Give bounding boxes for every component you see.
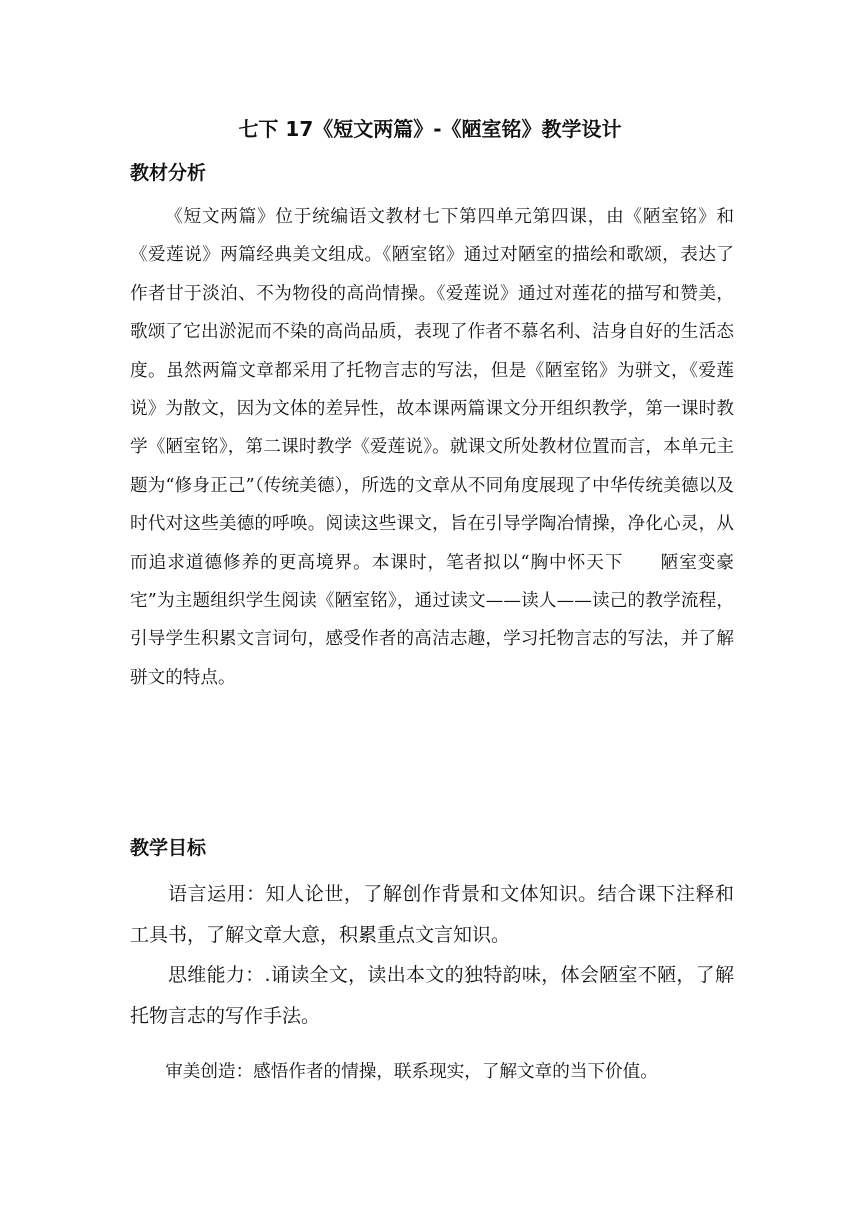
analysis-paragraph: 《短文两篇》位于统编语文教材七下第四单元第四课，由《陋室铭》和《爱莲说》两篇经典美文组成。《陋室铭》通过对陋室的描绘和歌颂，表达了作者甘于淡泊、不为物役的高尚情操。《爱莲说》通过对莲花的描写和赞美，歌颂了它出淤泥而不染的高尚品质，表现了作者不慕名利、洁身自好的生活态度。虽然两篇文章都采用了托物言志的写法，但是《陋室铭》为骈文，《爱莲说》为散文，因为文体的差异性，故本课两篇课文分开组织教学，第一课时教学《陋室铭》，第二课时教学《爱莲说》。就课文所处教材位置而言，本单元主题为“修身正己”（传统美德），所选的文章从不同角度展现了中华传统美德以及时代对这些美德的呼唤。阅读这些课文，旨在引导学陶冶情操，净化心灵，从而追求道德修养的更高境界。本课时，笔者拟以“胸中怀天下 陋室变豪宅”为主题组织学生阅读《陋室铭》，通过读文——读人——读己的教学流程，引导学生积累文言词句，感受作者的高洁志趣，学习托物言志的写法，并了解骈文的特点。 <box>130 207 734 688</box>
section-heading-goals: 教学目标 <box>130 837 207 859</box>
section-heading-analysis: 教材分析 <box>130 162 207 184</box>
goal-item-aesthetic: 审美创造：感悟作者的情操，联系现实，了解文章的当下价值。 <box>165 1062 658 1082</box>
document-title: 七下 17《短文两篇》-《陋室铭》教学设计 <box>238 117 622 141</box>
goal-item-language: 语言运用：知人论世，了解创作背景和文体知识。结合课下注释和工具书，了解文章大意，积累重点文言知识。 <box>130 883 734 946</box>
goal-item-thinking: 思维能力：.诵读全文，读出本文的独特韵味，体会陋室不陋，了解托物言志的写作手法。 <box>130 964 734 1027</box>
